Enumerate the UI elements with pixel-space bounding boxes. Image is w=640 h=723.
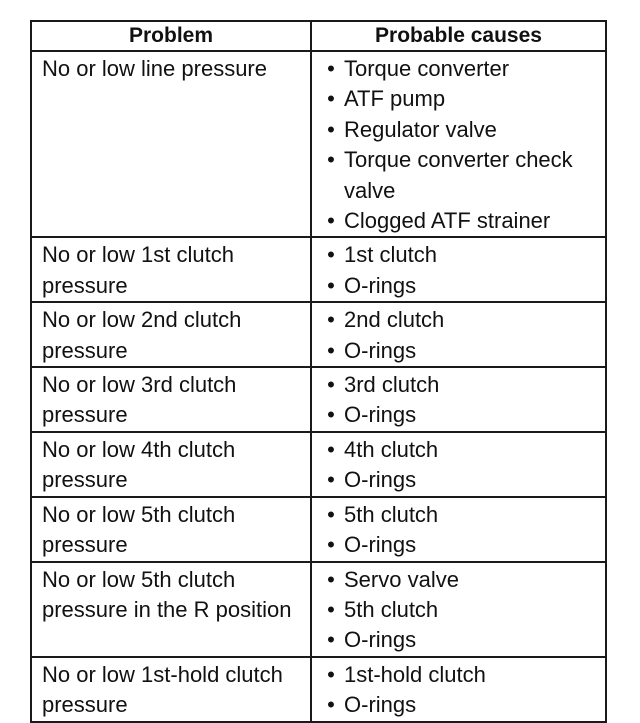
cause-text: ATF pump [344,86,446,112]
causes-cell [311,657,606,722]
problem-cell: No or low 1st clutch pressure [31,237,311,302]
cause-item [322,690,601,720]
problem-cell: No or low 3rd clutch pressure [31,367,311,432]
cause-item [322,370,601,400]
table-row [31,562,606,657]
cause-list [322,54,601,236]
bullet-icon: • [327,402,335,428]
cause-text: 3rd clutch [344,372,440,398]
cause-text: Servo valve [344,566,459,592]
header-row [31,21,606,51]
troubleshooting-table [30,20,607,723]
cause-text: 2nd clutch [344,307,445,333]
bullet-icon: • [327,436,335,462]
table-row [31,237,606,302]
table-row [31,432,606,497]
cause-list [322,435,601,496]
cause-item [322,115,601,145]
bullet-icon: • [327,147,335,173]
bullet-icon: • [327,242,335,268]
cause-text: 4th clutch [344,436,439,462]
cause-item [322,206,601,236]
causes-cell [311,367,606,432]
cause-text: O-rings [344,532,417,558]
cause-text: O-rings [344,467,417,493]
cause-text: Torque converter check valve [344,147,573,203]
bullet-icon: • [327,532,335,558]
bullet-icon: • [327,372,335,398]
cause-text: 1st-hold clutch [344,661,486,687]
cause-text: O-rings [344,627,417,653]
causes-cell [311,432,606,497]
troubleshooting-table-container [30,20,605,723]
table-row [31,302,606,367]
cause-list [322,660,601,721]
problem-column-header: Problem [31,21,311,51]
bullet-icon: • [327,692,335,718]
problem-cell: No or low 5th clutch pressure in the R position [31,562,311,657]
cause-item [322,305,601,335]
cause-item [322,54,601,84]
cause-text: 1st clutch [344,242,437,268]
cause-item [322,660,601,690]
cause-list [322,565,601,656]
bullet-icon: • [327,208,335,234]
problem-cell: No or low 1st-hold clutch pressure [31,657,311,722]
cause-text: O-rings [344,692,417,718]
bullet-icon: • [327,627,335,653]
cause-item [322,271,601,301]
table-row [31,51,606,237]
bullet-icon: • [327,337,335,363]
cause-item [322,565,601,595]
cause-text: 5th clutch [344,596,439,622]
cause-text: O-rings [344,337,417,363]
cause-text: O-rings [344,272,417,298]
cause-item [322,400,601,430]
cause-item [322,595,601,625]
cause-item [322,145,601,206]
cause-text: Torque converter [344,56,510,81]
problem-cell: No or low 2nd clutch pressure [31,302,311,367]
cause-item [322,240,601,270]
cause-item [322,435,601,465]
cause-text: Clogged ATF strainer [344,208,551,234]
causes-cell [311,562,606,657]
cause-list [322,370,601,431]
cause-item [322,465,601,495]
cause-item [322,84,601,114]
problem-cell: No or low 4th clutch pressure [31,432,311,497]
bullet-icon: • [327,501,335,527]
cause-text: Regulator valve [344,116,497,142]
cause-list [322,500,601,561]
problem-cell: No or low 5th clutch pressure [31,497,311,562]
bullet-icon: • [327,307,335,333]
bullet-icon: • [327,596,335,622]
bullet-icon: • [327,661,335,687]
table-body [31,51,606,722]
causes-cell [311,497,606,562]
problem-cell: No or low line pressure [31,51,311,237]
bullet-icon: • [327,566,335,592]
cause-item [322,336,601,366]
bullet-icon: • [327,56,335,81]
causes-cell [311,302,606,367]
cause-list [322,305,601,366]
table-row [31,497,606,562]
bullet-icon: • [327,86,335,112]
cause-list [322,240,601,301]
bullet-icon: • [327,272,335,298]
cause-item [322,530,601,560]
cause-text: O-rings [344,402,417,428]
table-row [31,367,606,432]
causes-cell [311,237,606,302]
cause-item [322,500,601,530]
table-row [31,657,606,722]
causes-cell [311,51,606,237]
causes-column-header: Probable causes [311,21,606,51]
cause-text: 5th clutch [344,501,439,527]
cause-item [322,625,601,655]
bullet-icon: • [327,116,335,142]
bullet-icon: • [327,467,335,493]
